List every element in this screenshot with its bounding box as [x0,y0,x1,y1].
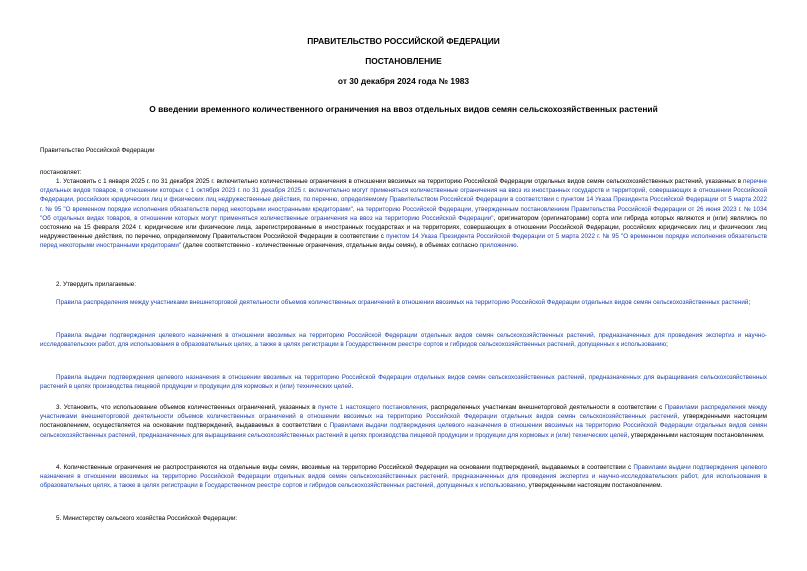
government-heading: ПРАВИТЕЛЬСТВО РОССИЙСКОЙ ФЕДЕРАЦИИ [307,36,500,46]
p3-text-d: , утвержденными настоящим постановлением. [627,431,765,439]
p1-text-a: 1. Установить с 1 января 2025 г. по 31 декабря 2025 г. включительно количественные ограничения в отношении ввозимых на территорию Российской Федерации отдельных видов семян сельскохозяйственных растений, указанных в [56,178,744,185]
p1-link-list[interactable]: перечне отдельных видов товаров, в отношении которых с 1 октября 2023 г. по 31 декабря 2025 г. включительно могут применяться количественные ограничения на ввоз из иностранных государств и территорий, совершающих в отношении Российской Федерации, российских юридических лиц и физических лиц недружественные действия, по перечню, определяемому Правительством Российской Федерации в соответствии с пунктом 14 Указа Президента Российской Федерации от 5 марта 2022 г. № 95 "О временном порядке исполнения обязательств перед некоторыми иностранными кредиторами", на территорию Российской Федерации, утвержденным постановлением Правительства Российской Федерации от 26 июня 2023 г. № 1034 "Об отдельных видах товаров, в отношении которых могут применяться количественные ограничения на ввоз на территорию Российской Федерации" [40,178,767,222]
p3-link-rules-cultivation[interactable]: Правилами выдачи подтверждения целевого назначения в отношении ввозимых на территорию Российской Федерации отдельных видов семян сельскохозяйственных растений, предназначенных для выращивания сельскохозяйственных растений в целях производства пищевой продукции и продукции для кормовых и (или) технических целей [40,422,767,439]
p4-text-b: , утвержденными настоящим постановлением. [525,482,663,490]
paragraph-2b [40,331,767,349]
paragraph-4 [40,463,767,491]
rules-distribution-link[interactable]: Правила распределения между участниками внешнеторговой деятельности объемов количественных ограничений в отношении ввозимых на территорию Российской Федерации отдельных видов семян сельскохозяйственных растений [56,299,749,306]
paragraph-3 [40,403,767,440]
p1-text-d: . [516,242,519,250]
p2a-end: ; [748,299,751,306]
paragraph-2: 2. Утвердить прилагаемые: [56,281,136,288]
date-number: от 30 декабря 2024 года № 1983 [337,76,470,86]
p1-text-c: (далее соответственно - количественные ограничения, отдельные виды семян), в объемах согласно [181,242,480,250]
document-type: ПОСТАНОВЛЕНИЕ [365,56,442,66]
document-title: О введении временного количественного ограничения на ввоз отдельных видов семян сельскохозяйственных растений [149,104,658,114]
p4-text-a: 4. Количественные ограничения не распространяются на отдельные виды семян, ввозимые на территорию Российской Федерации на основании подтверждений, выдаваемых в соответствии с [56,464,634,471]
p3-link-rules-distribution[interactable]: Правилами распределения между участниками внешнеторговой деятельности объемов количественных ограничений в отношении ввозимых на территорию Российской Федерации отдельных видов семян сельскохозяйственных растений [40,404,768,421]
resolves: постановляет: [40,169,82,176]
p3-text-a: 3. Установить, что использование объемов количественных ограничений, указанных в [56,404,319,411]
p3-link-point1[interactable]: пункте 1 настоящего постановления [318,404,427,411]
paragraph-2a [40,298,767,307]
p1-text-b: , оригинатором (оригинаторами) сорта или гибрида которых являются и (или) являлись по состоянию на 15 февраля 2024 г. юридические или физические лица, зарегистрированные в иностранных государствах и на территориях, совершающих в отношении Российской Федерации, российских юридических лиц и физических лиц недружественные действия, по перечню, определяемому Правительством Российской Федерации в соответствии с [40,214,767,241]
rules-cultivation-link[interactable]: Правила выдачи подтверждения целевого назначения в отношении ввозимых на территорию Российской Федерации отдельных видов семян сельскохозяйственных растений, предназначенных для выращивания сельскохозяйственных растений в целях производства пищевой продукции и продукции для кормовых и (или) технических целей [40,374,767,391]
p3-text-b: , распределенных участникам внешнеторговой деятельности в соответствии с [426,404,665,411]
paragraph-2c [40,373,767,391]
p3-text-c: , утвержденными настоящим постановлением, осуществляется на основании подтверждений, выдаваемых в соответствии с [40,413,768,430]
paragraph-1 [40,177,767,251]
p4-link-rules-research[interactable]: Правилами выдачи подтверждения целевого назначения в отношении ввозимых на территорию Российской Федерации отдельных видов семян сельскохозяйственных растений, предназначенных для проведения экспертиз и научно-исследовательских работ, для использования в образовательных целях, а также в целях регистрации в Государственном реестре сортов и гибридов сельскохозяйственных растений, допущенных к использованию [40,464,768,490]
paragraph-5: 5. Министерству сельского хозяйства Российской Федерации: [56,515,238,522]
p1-link-appendix[interactable]: приложению [479,242,517,250]
p2c-end: . [351,383,354,391]
rules-research-link[interactable]: Правила выдачи подтверждения целевого назначения в отношении ввозимых на территорию Российской Федерации отдельных видов семян сельскохозяйственных растений, предназначенных для проведения экспертиз и научно-исследовательских работ, для использования в образовательных целях, а также в целях регистрации в Государственном реестре сортов и гибридов сельскохозяйственных растений, допущенных к использованию [40,332,767,349]
issuer: Правительство Российской Федерации [40,147,155,154]
p2b-end: ; [666,341,668,349]
p1-link-decree[interactable]: пунктом 14 Указа Президента Российской Федерации от 5 марта 2022 г. № 95 "О временном порядке исполнения обязательств перед некоторыми иностранными кредиторами" [40,233,767,250]
